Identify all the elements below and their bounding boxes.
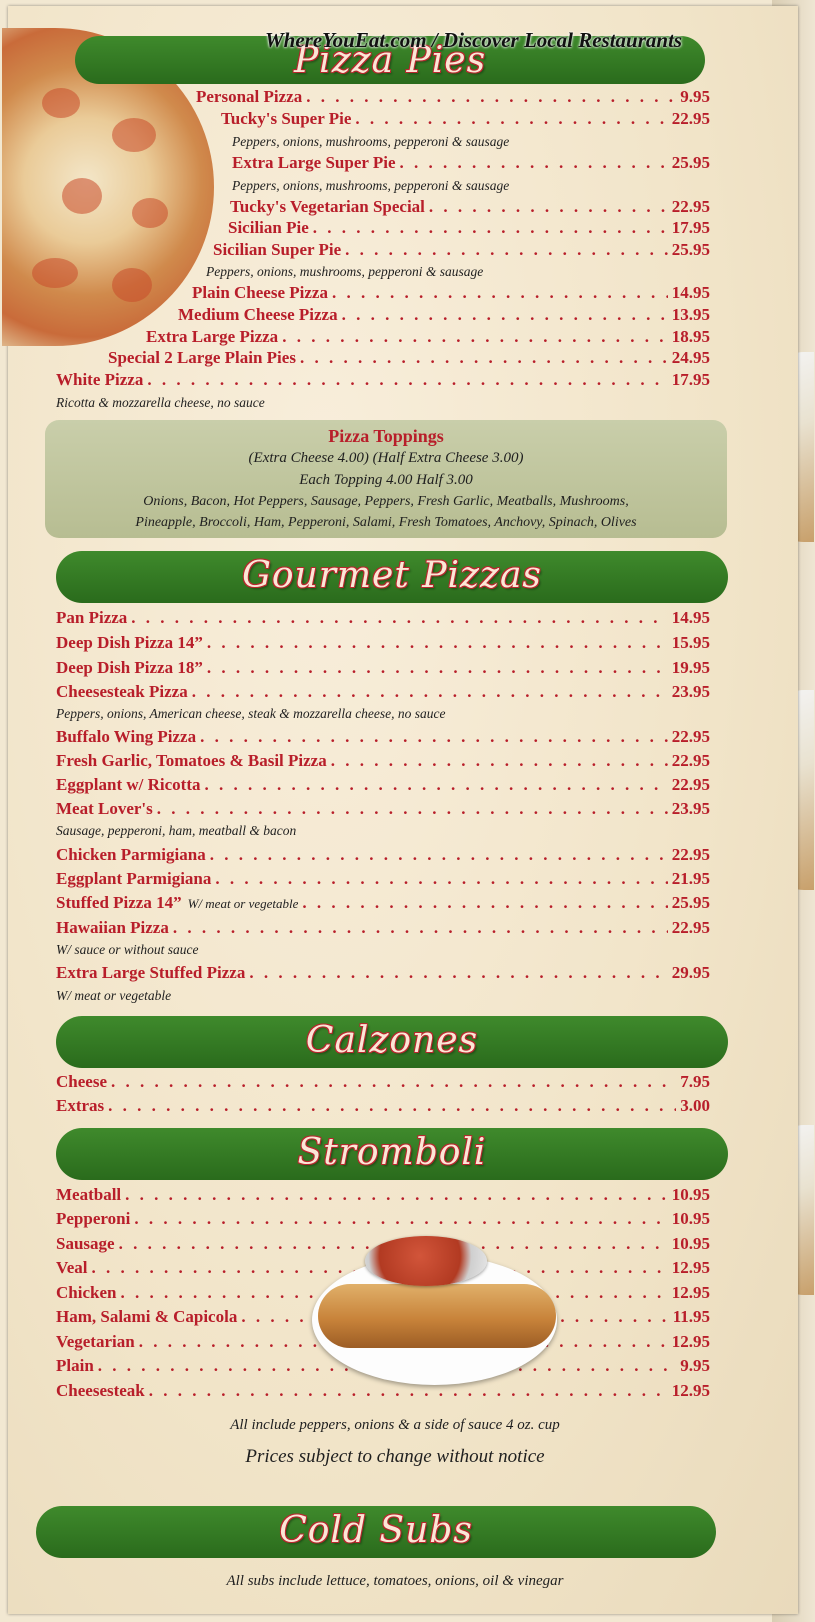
item-description: Peppers, onions, mushrooms, pepperoni & sausage	[232, 134, 510, 149]
menu-item: Meat Lover's . . . 23.95	[56, 799, 710, 821]
menu-item: Chicken Parmigiana . . . 22.95	[56, 845, 710, 867]
menu-item: Veal . . . 12.95	[56, 1258, 710, 1280]
menu-item: Cheese . . . 7.95	[56, 1072, 710, 1094]
item-description: Peppers, onions, mushrooms, pepperoni & sausage	[206, 264, 484, 279]
menu-item: Ham, Salami & Capicola . . . 11.95	[56, 1307, 710, 1329]
menu-item: Sicilian Pie . . . 17.95	[228, 218, 710, 240]
section-title: Gourmet Pizzas	[242, 555, 542, 596]
menu-item: Plain Cheese Pizza . . . 14.95	[192, 283, 710, 305]
cold-subs-banner	[36, 1506, 716, 1558]
menu-item: Sausage . . . 10.95	[56, 1234, 710, 1256]
menu-item: Cheesesteak Pizza . . . 23.95	[56, 682, 710, 704]
toppings-title: Pizza Toppings	[328, 426, 444, 446]
menu-item: Sicilian Super Pie . . . 25.95	[213, 240, 710, 262]
menu-item: Meatball . . . 10.95	[56, 1185, 710, 1207]
menu-item: Vegetarian . . . 12.95	[56, 1332, 710, 1354]
stromboli-banner	[56, 1128, 728, 1180]
menu-item: Hawaiian Pizza . . . 22.95	[56, 918, 710, 940]
menu-item: Buffalo Wing Pizza . . . 22.95	[56, 727, 710, 749]
menu-item: Tucky's Vegetarian Special . . . 22.95	[230, 197, 710, 219]
watermark: WhereYouEat.com / Discover Local Restaurants	[265, 28, 683, 52]
section-title: Pizza Pies	[293, 40, 487, 81]
gourmet-pizzas-banner	[56, 551, 728, 603]
toppings-list: Onions, Bacon, Hot Peppers, Sausage, Peppers, Fresh Garlic, Meatballs, Mushrooms,	[143, 494, 629, 509]
menu-item: Tucky's Super Pie . . . 22.95	[221, 109, 710, 131]
menu-item: Deep Dish Pizza 14” . . . 15.95	[56, 633, 710, 655]
menu-item: Fresh Garlic, Tomatoes & Basil Pizza . . . 22.95	[56, 751, 710, 773]
toppings-each-price: Each Topping 4.00 Half 3.00	[299, 472, 473, 488]
stromboli-photo	[318, 1284, 556, 1348]
prices-note: Prices subject to change without notice	[245, 1446, 545, 1467]
menu-item: Extra Large Pizza . . . 18.95	[146, 327, 710, 349]
menu-item: Pepperoni . . . 10.95	[56, 1209, 710, 1231]
section-title: Cold Subs	[279, 1510, 473, 1551]
menu-item: Extra Large Super Pie . . . 25.95	[232, 153, 710, 175]
toppings-cheese-prices: (Extra Cheese 4.00) (Half Extra Cheese 3.00)	[248, 450, 524, 466]
pizza-toppings-box	[45, 420, 727, 538]
sauce-cup-photo	[365, 1236, 487, 1286]
cold-subs-note: All subs include lettuce, tomatoes, onions, oil & vinegar	[226, 1573, 564, 1589]
item-description: Sausage, pepperoni, ham, meatball & bacon	[56, 823, 297, 838]
calzones-banner	[56, 1016, 728, 1068]
item-description: W/ sauce or without sauce	[56, 942, 199, 957]
toppings-list: Pineapple, Broccoli, Ham, Pepperoni, Salami, Fresh Tomatoes, Anchovy, Spinach, Olives	[135, 515, 637, 530]
menu-item: Extra Large Stuffed Pizza . . . 29.95	[56, 963, 710, 985]
item-description: Peppers, onions, American cheese, steak & mozzarella cheese, no sauce	[56, 706, 446, 721]
menu-item: White Pizza . . . 17.95	[56, 370, 710, 392]
section-title: Calzones	[305, 1020, 479, 1061]
menu-item: Eggplant w/ Ricotta . . . 22.95	[56, 775, 710, 797]
menu-item: Deep Dish Pizza 18” . . . 19.95	[56, 658, 710, 680]
item-description: Ricotta & mozzarella cheese, no sauce	[56, 395, 265, 410]
menu-item: Eggplant Parmigiana . . . 21.95	[56, 869, 710, 891]
item-description: W/ meat or vegetable	[56, 988, 172, 1003]
menu-item: Pan Pizza . . . 14.95	[56, 608, 710, 630]
menu-item: Special 2 Large Plain Pies . . . 24.95	[108, 348, 710, 370]
section-title: Stromboli	[297, 1132, 487, 1173]
stromboli-note: All include peppers, onions & a side of sauce 4 oz. cup	[230, 1417, 560, 1433]
menu-item: Cheesesteak . . . 12.95	[56, 1381, 710, 1403]
item-description: Peppers, onions, mushrooms, pepperoni & sausage	[232, 178, 510, 193]
menu-item: Medium Cheese Pizza . . . 13.95	[178, 305, 710, 327]
menu-item: Personal Pizza . . . 9.95	[196, 87, 710, 109]
menu-item: Extras . . . 3.00	[56, 1096, 710, 1118]
menu-item: Stuffed Pizza 14” W/ meat or vegetable . . . 25.95	[56, 893, 710, 915]
menu-item: Plain . . . 9.95	[56, 1356, 710, 1378]
menu-item: Chicken . . . 12.95	[56, 1283, 710, 1305]
